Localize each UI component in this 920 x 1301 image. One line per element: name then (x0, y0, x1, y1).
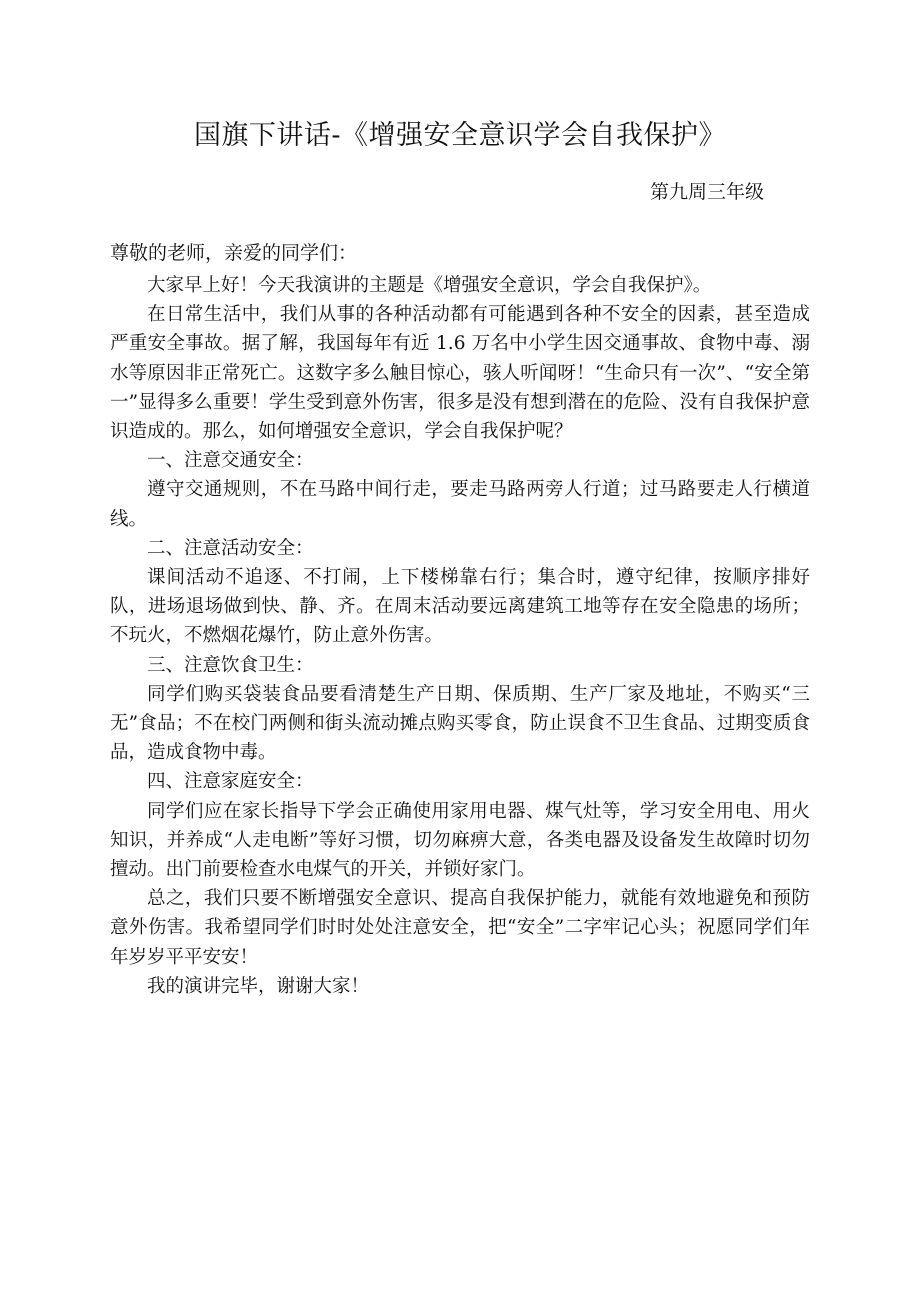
paragraph-activity-safety: 课间活动不追逐、不打闹，上下楼梯靠右行；集合时，遵守纪律，按顺序排好队，进场退场做到快、静、齐。在周末活动要远离建筑工地等存在安全隐患的场所；不玩火，不燃烟花爆竹，防止意外伤害。 (110, 567, 810, 647)
paragraph-greeting: 大家早上好！今天我演讲的主题是《增强安全意识，学会自我保护》。 (147, 275, 712, 296)
document-title: 国旗下讲话-《增强安全意识学会自我保护》 (193, 120, 727, 151)
paragraph-closing: 我的演讲完毕，谢谢大家！ (147, 975, 370, 997)
heading-traffic-safety: 一、注意交通安全： (147, 450, 314, 472)
paragraph-conclusion: 总之，我们只要不断增强安全意识、提高自我保护能力，就能有效地避免和预防意外伤害。我希望同学们时时处处注意安全，把“安全”二字牢记心头；祝愿同学们年年岁岁平平安安！ (110, 888, 810, 968)
heading-food-hygiene: 三、注意饮食卫生： (147, 654, 314, 676)
salutation: 尊敬的老师，亲爱的同学们： (110, 242, 358, 264)
paragraph-food-hygiene: 同学们购买袋装食品要看清楚生产日期、保质期、生产厂家及地址，不购买“三无”食品；不在校门两侧和街头流动摊点购买零食，防止误食不卫生食品、过期变质食品，造成食物中毒。 (110, 683, 810, 764)
paragraph-traffic-safety: 遵守交通规则，不在马路中间行走，要走马路两旁人行道；过马路要走人行横道线。 (110, 479, 810, 530)
paragraph-home-safety: 同学们应在家长指导下学会正确使用家用电器、煤气灶等，学习安全用电、用火知识，并养成“人走电断”等好习惯，切勿麻痹大意，各类电器及设备发生故障时切勿擅动。出门前要检查水电煤气的开关，并锁好家门。 (110, 800, 810, 881)
paragraph-introduction: 在日常生活中，我们从事的各种活动都有可能遇到各种不安全的因素，甚至造成严重安全事故。据了解，我国每年有近 1.6 万名中小学生因交通事故、食物中毒、溺水等原因非正常死亡。这数字多么触目惊心，骇人听闻呀！“生命只有一次”、“安全第一”显得多么重要！学生受到意外伤害，很多是没有想到潜在的危险、没有自我保护意识造成的。那么，如何增强安全意识，学会自我保护呢？ (110, 304, 810, 443)
heading-home-safety: 四、注意家庭安全： (147, 771, 314, 793)
heading-activity-safety: 二、注意活动安全： (147, 537, 314, 559)
grade-week-label: 第九周三年级 (650, 181, 765, 203)
speech-body (110, 271, 810, 1001)
